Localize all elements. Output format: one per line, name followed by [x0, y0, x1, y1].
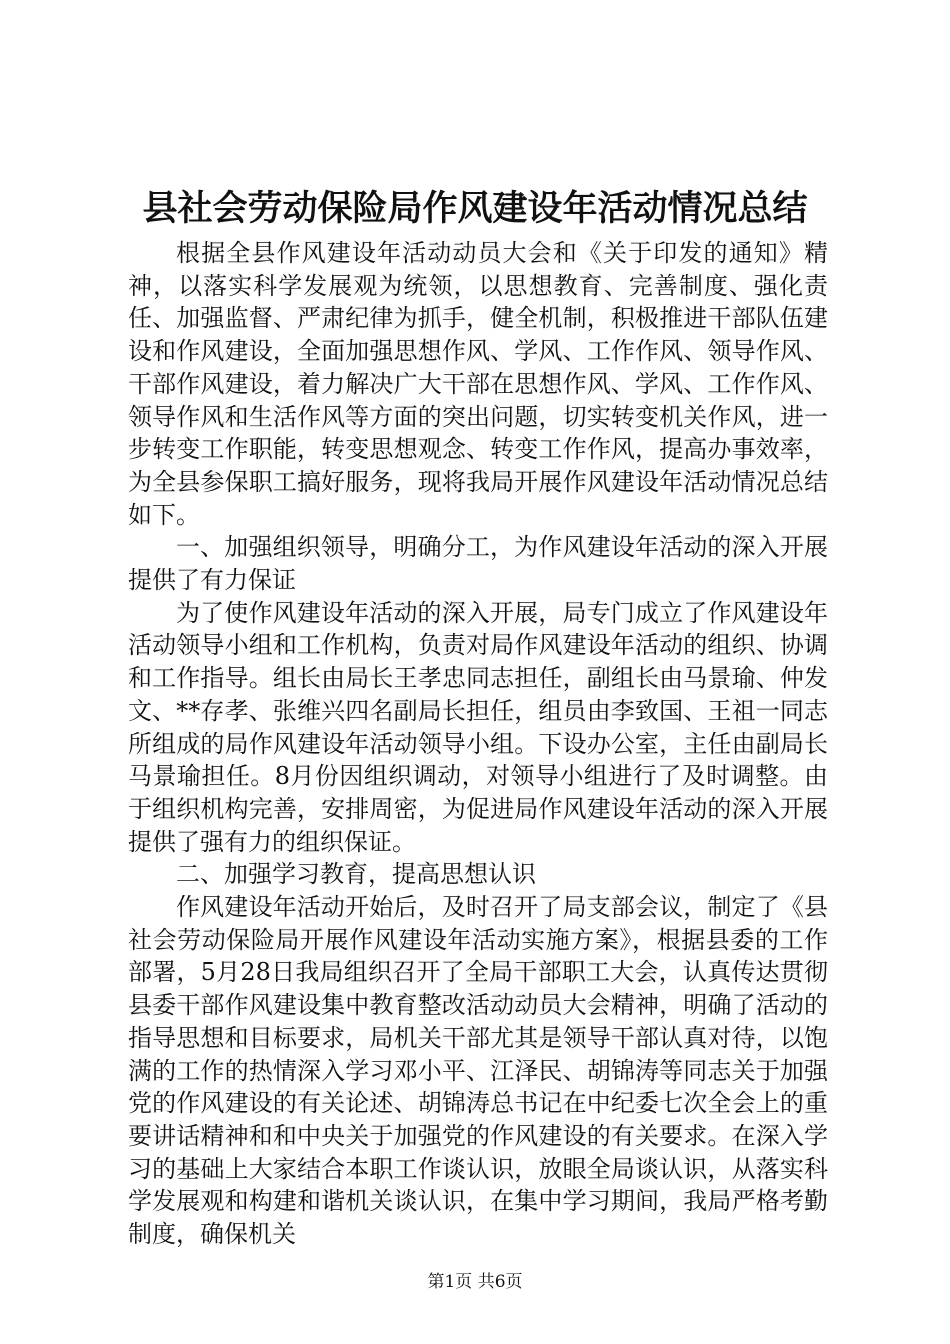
page-title: 县社会劳动保险局作风建设年活动情况总结	[142, 189, 808, 229]
page-footer: 第1页 共6页	[427, 1272, 523, 1292]
section-heading-1: 一、加强组织领导，明确分工，为作风建设年活动的深入开展提供了有力保证	[128, 533, 828, 595]
section-1-paragraph: 为了使作风建设年活动的深入开展，局专门成立了作风建设年活动领导小组和工作机构，负责对局作风建设年活动的组织、协调和工作指导。组长由局长王孝忠同志担任，副组长由马景瑜、仲发文、**存孝、张维兴四名副局长担任，组员由李致国、王祖一同志所组成的局作风建设年活动领导小组。下设办公室，主任由副局长马景瑜担任。8月份因组织调动，对领导小组进行了及时调整。由于组织机构完善，安排周密，为促进局作风建设年活动的深入开展提供了强有力的组织保证。	[128, 598, 828, 856]
intro-paragraph: 根据全县作风建设年活动动员大会和《关于印发的通知》精神，以落实科学发展观为统领，以思想教育、完善制度、强化责任、加强监督、严肃纪律为抓手，健全机制，积极推进干部队伍建设和作风建设，全面加强思想作风、学风、工作作风、领导作风、干部作风建设，着力解决广大干部在思想作风、学风、工作作风、领导作风和生活作风等方面的突出问题，切实转变机关作风，进一步转变工作职能，转变思想观念、转变工作作风，提高办事效率，为全县参保职工搞好服务，现将我局开展作风建设年活动情况总结如下。	[128, 239, 828, 529]
document-body	[128, 237, 828, 1251]
section-heading-2: 二、加强学习教育，提高思想认识	[176, 860, 536, 889]
section-2-paragraph: 作风建设年活动开始后，及时召开了局支部会议，制定了《县社会劳动保险局开展作风建设年活动实施方案》，根据县委的工作部署，5月28日我局组织召开了全局干部职工大会，认真传达贯彻县委干部作风建设集中教育整改活动动员大会精神，明确了活动的指导思想和目标要求，局机关干部尤其是领导干部认真对待，以饱满的工作的热情深入学习邓小平、江泽民、胡锦涛等同志关于加强党的作风建设的有关论述、胡锦涛总书记在中纪委七次全会上的重要讲话精神和和中央关于加强党的作风建设的有关要求。在深入学习的基础上大家结合本职工作谈认识，放眼全局谈认识，从落实科学发展观和构建和谐机关谈认识，在集中学习期间，我局严格考勤制度，确保机关	[128, 893, 828, 1249]
